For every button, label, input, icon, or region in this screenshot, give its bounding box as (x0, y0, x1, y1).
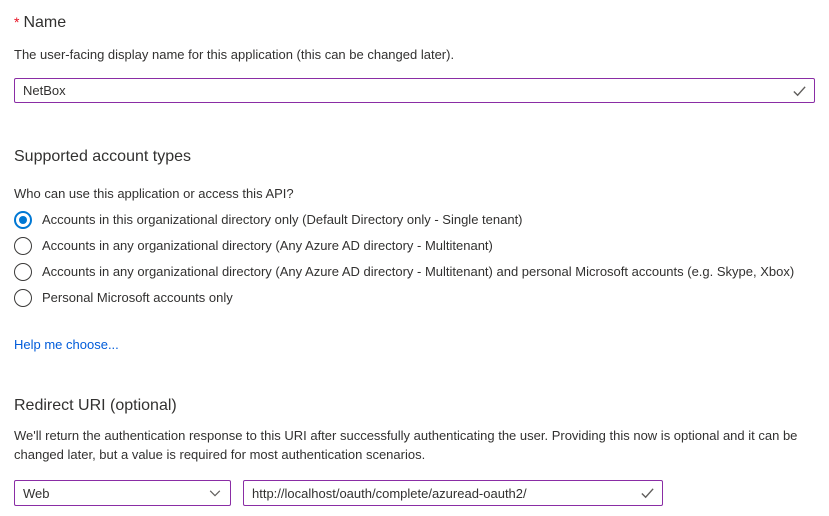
name-label: Name (23, 14, 67, 31)
platform-select-value: Web (23, 485, 50, 501)
radio-option-multitenant-personal[interactable] (14, 263, 815, 281)
platform-select[interactable] (14, 480, 231, 506)
radio-unselected-icon[interactable] (14, 263, 32, 281)
radio-option-multitenant[interactable] (14, 237, 815, 255)
radio-option-label[interactable]: Accounts in any organizational directory (Any Azure AD directory - Multitenant) (42, 238, 493, 253)
redirect-uri-row (14, 480, 815, 506)
radio-option-single-tenant[interactable] (14, 211, 815, 229)
account-types-radio-group (14, 211, 815, 307)
chevron-down-icon (208, 486, 222, 500)
name-section-heading (14, 12, 815, 33)
required-asterisk: * (14, 14, 20, 30)
redirect-uri-heading: Redirect URI (optional) (14, 397, 177, 414)
redirect-uri-input-wrap (243, 480, 663, 506)
radio-unselected-icon[interactable] (14, 289, 32, 307)
radio-unselected-icon[interactable] (14, 237, 32, 255)
redirect-uri-description: We'll return the authentication response to this URI after successfully authenticating the user. Providing this now is optional and it can be changed later, but a value is required for most authentication scenarios. (14, 428, 798, 462)
radio-option-personal-only[interactable] (14, 289, 815, 307)
name-input[interactable] (14, 78, 815, 103)
help-me-choose-link[interactable]: Help me choose... (14, 337, 119, 352)
radio-option-label[interactable]: Accounts in this organizational directory only (Default Directory only - Single tenant) (42, 212, 523, 227)
radio-option-label[interactable]: Personal Microsoft accounts only (42, 290, 233, 305)
supported-account-types-heading: Supported account types (14, 148, 192, 165)
radio-selected-icon[interactable] (14, 211, 32, 229)
name-input-wrap (14, 78, 815, 103)
redirect-uri-input[interactable] (243, 480, 663, 506)
radio-option-label[interactable]: Accounts in any organizational directory (Any Azure AD directory - Multitenant) and personal Microsoft accounts (e.g. Skype, Xbox) (42, 264, 795, 279)
name-description: The user-facing display name for this application (this can be changed later). (14, 47, 455, 62)
account-types-question: Who can use this application or access this API? (14, 186, 294, 201)
